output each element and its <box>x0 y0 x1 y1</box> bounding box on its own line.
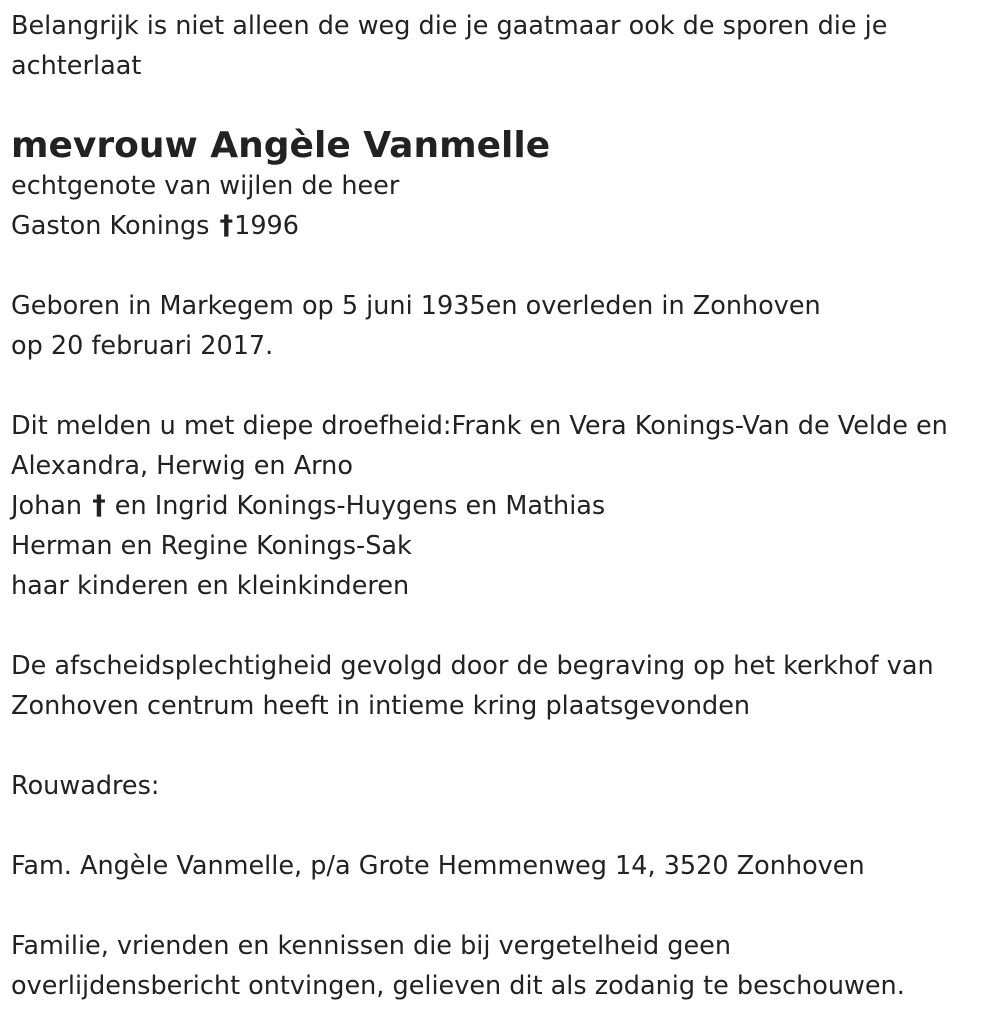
intro-line-2: achterlaat <box>11 51 142 81</box>
ceremony-line-2: Zonhoven centrum heeft in intieme kring plaatsgevonden <box>11 691 751 721</box>
ceremony-line-1: De afscheidsplechtigheid gevolgd door de begraving op het kerkhof van <box>11 651 934 681</box>
family-johan: Johan <box>11 491 83 521</box>
birth-death-line-2: op 20 februari 2017. <box>11 331 274 361</box>
cross-icon: † <box>219 210 234 241</box>
spacer <box>11 806 996 846</box>
spouse-year: 1996 <box>234 211 299 241</box>
deceased-name: mevrouw Angèle Vanmelle <box>11 125 551 166</box>
obituary-document <box>11 6 996 1006</box>
address-label: Rouwadres: <box>11 771 160 801</box>
birth-death-line-1: Geboren in Markegem op 5 juni 1935en overleden in Zonhoven <box>11 291 821 321</box>
family-line-4: Herman en Regine Konings-Sak <box>11 531 412 561</box>
spacer <box>11 246 996 286</box>
cross-icon: † <box>92 490 106 521</box>
spacer <box>11 726 996 766</box>
spouse-line-1: echtgenote van wijlen de heer <box>11 171 400 201</box>
address-value: Fam. Angèle Vanmelle, p/a Grote Hemmenweg 14, 3520 Zonhoven <box>11 851 865 881</box>
family-line-1: Dit melden u met diepe droefheid:Frank en Vera Konings-Van de Velde en <box>11 411 948 441</box>
family-line-5: haar kinderen en kleinkinderen <box>11 571 410 601</box>
spacer <box>11 366 996 406</box>
spouse-line-2 <box>11 206 996 246</box>
family-line-3 <box>11 486 996 526</box>
family-line-3-rest: en Ingrid Konings-Huygens en Mathias <box>114 491 606 521</box>
spouse-name: Gaston Konings <box>11 211 210 241</box>
family-line-2: Alexandra, Herwig en Arno <box>11 451 353 481</box>
closing-line-2: overlijdensbericht ontvingen, gelieven dit als zodanig te beschouwen. <box>11 971 905 1001</box>
spacer <box>11 886 996 926</box>
intro-line-1: Belangrijk is niet alleen de weg die je gaatmaar ook de sporen die je <box>11 11 888 41</box>
spacer <box>11 606 996 646</box>
closing-line-1: Familie, vrienden en kennissen die bij vergetelheid geen <box>11 931 731 961</box>
